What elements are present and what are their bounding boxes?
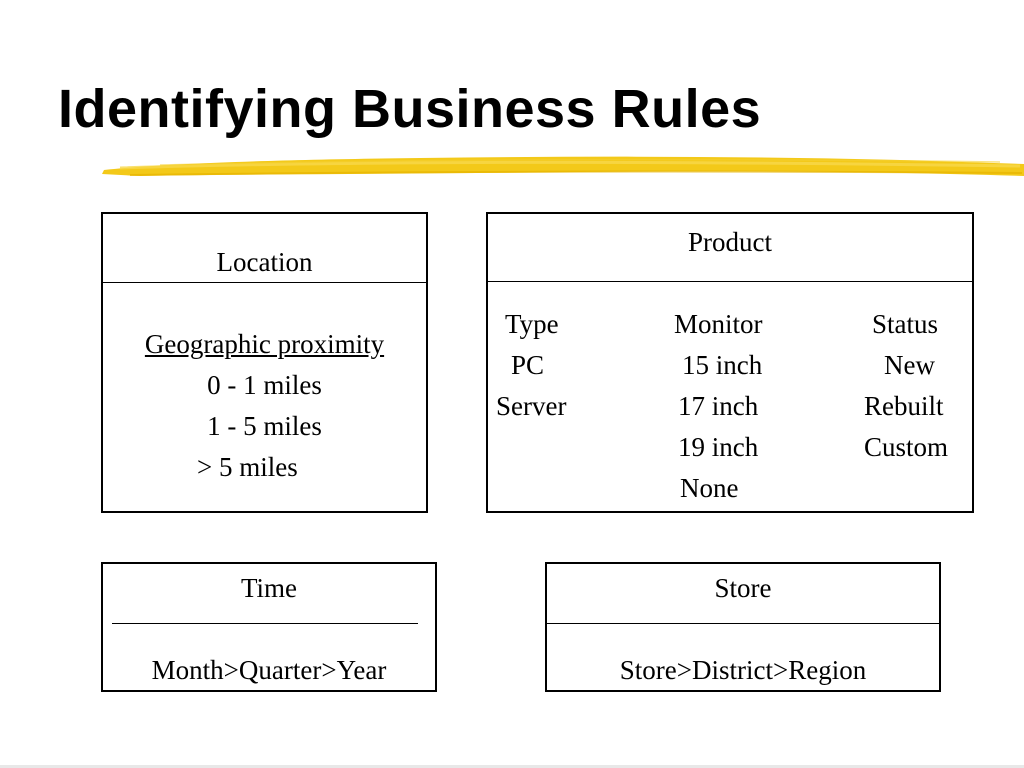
time-header: Time bbox=[240, 573, 298, 603]
store-box bbox=[545, 562, 941, 692]
product-header: Product bbox=[688, 227, 772, 257]
type-value: PC bbox=[511, 350, 545, 380]
monitor-value: 15 inch bbox=[682, 350, 763, 380]
status-value: New bbox=[884, 350, 935, 380]
time-hierarchy: Month>Quarter>Year bbox=[151, 655, 387, 685]
monitor-value: 17 inch bbox=[678, 391, 759, 421]
monitor-column-heading: Monitor bbox=[674, 309, 763, 339]
location-header: Location bbox=[216, 247, 313, 277]
highlighter-underline bbox=[100, 148, 1024, 188]
product-divider bbox=[488, 281, 972, 282]
store-hierarchy: Store>District>Region bbox=[619, 655, 867, 685]
status-value: Custom bbox=[864, 432, 949, 462]
status-column-heading: Status bbox=[872, 309, 939, 339]
monitor-value: 19 inch bbox=[678, 432, 759, 462]
time-box bbox=[101, 562, 437, 692]
time-divider bbox=[112, 623, 418, 624]
status-value: Rebuilt bbox=[864, 391, 944, 421]
location-item: > 5 miles bbox=[197, 452, 298, 482]
product-box bbox=[486, 212, 974, 513]
store-divider bbox=[547, 623, 939, 624]
geographic-proximity-label: Geographic proximity bbox=[144, 329, 385, 359]
location-item: 0 - 1 miles bbox=[207, 370, 322, 400]
location-item: 1 - 5 miles bbox=[207, 411, 322, 441]
type-column-heading: Type bbox=[505, 309, 559, 339]
location-box bbox=[101, 212, 428, 513]
monitor-value: None bbox=[680, 473, 739, 503]
type-value: Server bbox=[496, 391, 567, 421]
location-divider bbox=[103, 282, 426, 283]
slide-title: Identifying Business Rules bbox=[58, 79, 762, 139]
store-header: Store bbox=[714, 573, 772, 603]
